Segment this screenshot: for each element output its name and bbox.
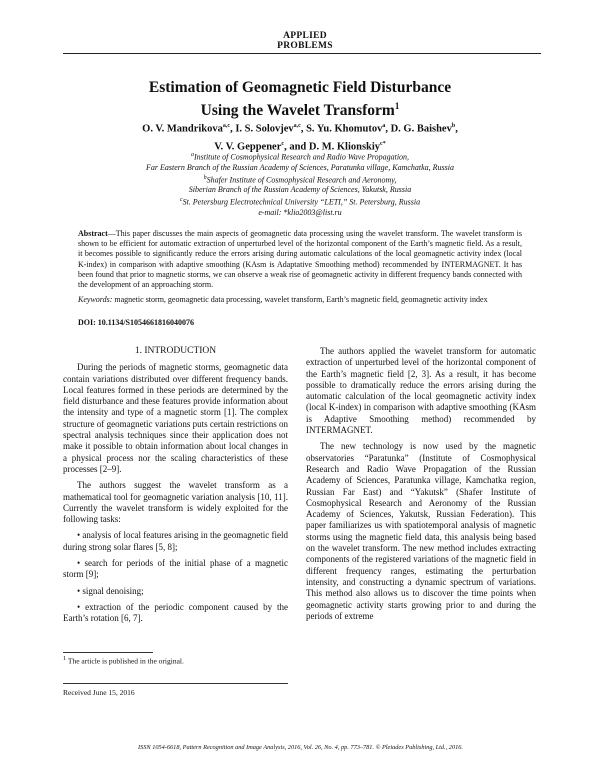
section-header (255, 31, 355, 51)
affil-c-mark: c (179, 197, 183, 204)
title-line1: Estimation of Geomagnetic Field Disturbance (148, 79, 452, 96)
title-line2: Using the Wavelet Transform (200, 102, 395, 120)
author-3: , S. Yu. Khomutov (300, 123, 383, 135)
affil-c-line1: St. Petersburg Electrotechnical University “LETI,” St. Petersburg, Russia (182, 197, 421, 207)
abstract-text: —This paper discusses the main aspects of geomagnetic data processing using the wavelet transform. The wavelet transform is shown to be efficient for automatic extraction of unperturbed level of the horizontal component of the Earth’s magnetic field. As a result, it becomes possible to significantly reduce the errors arising during automatic calculations of the local geomagnetic activity index (local K-index) in comparison with adaptive smoothing (KAsm is Adaptative Smoothing method) recommended by INTERMAGNET. It has been found that prior to magnetic storms, we can observe a weak rise of geomagnetic activity in different frequency bands connected with the development of an approaching storm. (78, 229, 522, 290)
affil-email[interactable]: e-mail: *klio2003@list.ru (258, 207, 342, 217)
received-date: Received June 15, 2016 (63, 688, 135, 697)
paragraph: The authors applied the wavelet transform for automatic extraction of unperturbed level of the horizontal component of the Earth’s magnetic field [2, 3]. As a result, it has become possible to dramatically reduce the errors arising during the automatic calculation of the local geomagnetic activity index (local K-index) in comparison with adaptive smoothing (KAsm is Adaptive Smoothing method) recommended by INTERMAGNET. (306, 346, 536, 436)
author-4-affil: b (451, 123, 456, 129)
affiliations (70, 150, 530, 218)
affil-b-line1: Shafer Institute of Cosmophysical Research and Aeronomy, (206, 175, 397, 185)
keywords-label: Keywords: (78, 295, 113, 304)
list-item: • extraction of the periodic component caused by the Earth’s rotation [6, 7]. (63, 601, 288, 624)
author-6-affil: c* (380, 140, 386, 147)
section-title-introduction: 1. INTRODUCTION (134, 346, 217, 356)
footnote (63, 654, 288, 667)
footnote-text: The article is published in the original. (66, 656, 184, 666)
author-5-affil: c (281, 140, 285, 147)
keywords (78, 295, 522, 305)
list-item: • search for periods of the initial phase of a magnetic storm [9]; (63, 558, 288, 580)
author-5: V. V. Geppener (214, 141, 282, 152)
title-footnote-mark[interactable]: 1 (394, 101, 400, 111)
affil-a-line1: Institute of Cosmophysical Research and Radio Wave Propagation, (193, 152, 410, 162)
author-1-affil: a,c (222, 123, 231, 129)
section-header-line1: APPLIED (283, 31, 327, 41)
footnote-mark: 1 (63, 655, 67, 662)
issn-footer: ISSN 1054-6618, Pattern Recognition and Image Analysis, 2016, Vol. 26, No. 4, pp. 773–781. © Pleiades Publishing, Ltd., 2016. (138, 744, 463, 751)
left-column (63, 346, 288, 630)
authors (60, 119, 540, 154)
keywords-text: magnetic storm, geomagnetic data processing, wavelet transform, Earth’s magnetic field, geomagnetic activity index (112, 295, 488, 304)
affil-b-line2: Siberian Branch of the Russian Academy of Sciences, Yakutsk, Russia (188, 185, 412, 195)
author-4: , D. G. Baishev (385, 123, 452, 135)
author-6: , and D. M. Klionskiy (284, 141, 381, 152)
footnote-rule (63, 652, 153, 653)
list-item: • analysis of local features arising in the geomagnetic field during strong solar flares [5, 8]; (63, 530, 288, 552)
paragraph: The authors suggest the wavelet transform as a mathematical tool for geomagnetic variation analysis [10, 11]. Currently the wavelet transform is widely exploited for the following tasks: (63, 480, 288, 525)
author-2: , I. S. Solovjev (230, 123, 294, 135)
header-rule (63, 53, 541, 54)
affil-a-line2: Far Eastern Branch of the Russian Academy of Sciences, Paratunka village, Kamchatka, Russia (145, 162, 455, 172)
page-title (60, 78, 540, 120)
author-sep: , (455, 123, 458, 135)
doi[interactable]: DOI: 10.1134/S1054661816040076 (78, 318, 195, 327)
paragraph: During the periods of magnetic storms, geomagnetic data contain variations distributed over different frequency bands. Local features formed in these periods are determined by the field disturbance and these features provide information about the intensity and type of a magnetic storm [1]. The complex structure of geomagnetic variations puts certain restrictions on spectral analysis techniques since their application does not make it possible to obtain information about local changes in a physical process nor the scaling characteristics of these processes [2–9]. (63, 362, 288, 474)
paragraph: The new technology is now used by the magnetic observatories “Paratunka” (Institute of Cosmophysical Research and Radio Wave Propagation of the Russian Academy of Sciences, Paratunka village, Kamchatka region, Russian Far East) and “Yakutsk” (Shafer Institute of Cosmophysical Research and Aeronomy of the Russian Academy of Sciences, Yakutsk, Russian Federation). This paper familiarizes us with spatiotemporal analysis of magnetic storms using the magnetic field data, this analysis being based on the wavelet transform. The new method includes extracting components of the registered variations of the magnetic field in different frequency ranges, estimating the perturbation intensity, and constructing a dynamic spectrum of variations. This method also allows us to discover the time points when geomagnetic activity starts growing prior to and during the periods of extreme (306, 441, 536, 621)
affil-b-mark: b (203, 174, 207, 181)
right-column (306, 346, 536, 627)
abstract (78, 229, 522, 290)
section-header-line2: PROBLEMS (277, 41, 333, 51)
abstract-label: Abstract (78, 229, 108, 238)
list-item: • signal denoising; (77, 585, 144, 596)
affil-a-mark: a (190, 152, 194, 158)
author-2-affil: a,c (293, 123, 301, 129)
author-3-affil: a (382, 123, 386, 129)
author-1: O. V. Mandrikova (142, 123, 223, 135)
received-rule (63, 683, 288, 684)
